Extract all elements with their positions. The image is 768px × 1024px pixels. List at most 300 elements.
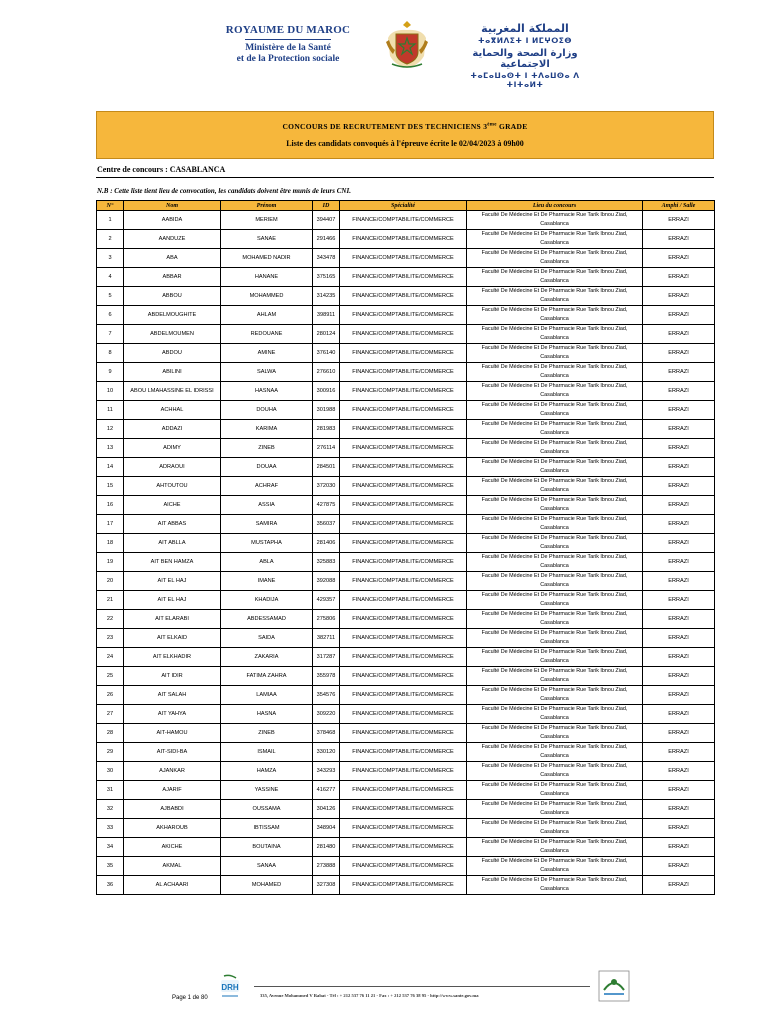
- cell-nom: ABDOU: [124, 344, 221, 363]
- cell-num: 27: [97, 705, 124, 724]
- cell-nom: AICHE: [124, 496, 221, 515]
- cell-lieu: Faculté De Médecine Et De Pharmacie Rue Tarik Ibnou Ziad, Casablanca: [467, 211, 643, 230]
- cell-salle: ERRAZI: [643, 743, 715, 762]
- cell-specialite: FINANCE/COMPTABILITE/COMMERCE: [340, 268, 467, 287]
- cell-specialite: FINANCE/COMPTABILITE/COMMERCE: [340, 781, 467, 800]
- cell-prenom: SANAA: [221, 857, 313, 876]
- cell-nom: ABOU LMAHASSINE EL IDRISSI: [124, 382, 221, 401]
- moroccan-coat-of-arms-icon: [384, 20, 430, 70]
- cell-prenom: ZINEB: [221, 724, 313, 743]
- cell-nom: AIT SALAH: [124, 686, 221, 705]
- cell-prenom: IMANE: [221, 572, 313, 591]
- cell-num: 10: [97, 382, 124, 401]
- cell-num: 36: [97, 876, 124, 895]
- cell-nom: AIT-SIDI-BA: [124, 743, 221, 762]
- cell-salle: ERRAZI: [643, 363, 715, 382]
- cell-lieu: Faculté De Médecine Et De Pharmacie Rue Tarik Ibnou Ziad, Casablanca: [467, 420, 643, 439]
- cell-specialite: FINANCE/COMPTABILITE/COMMERCE: [340, 496, 467, 515]
- notice-text: N.B : Cette liste tient lieu de convocation, les candidats doivent être munis de leurs CNI.: [97, 187, 351, 195]
- table-row: [97, 724, 715, 743]
- cell-lieu: Faculté De Médecine Et De Pharmacie Rue Tarik Ibnou Ziad, Casablanca: [467, 515, 643, 534]
- cell-lieu: Faculté De Médecine Et De Pharmacie Rue Tarik Ibnou Ziad, Casablanca: [467, 439, 643, 458]
- table-row: [97, 534, 715, 553]
- cell-salle: ERRAZI: [643, 648, 715, 667]
- col-header-prenom: Prénom: [221, 201, 313, 211]
- cell-salle: ERRAZI: [643, 591, 715, 610]
- cell-num: 14: [97, 458, 124, 477]
- cell-prenom: AMINE: [221, 344, 313, 363]
- cell-prenom: KHADIJA: [221, 591, 313, 610]
- cell-id: 356037: [313, 515, 340, 534]
- cell-lieu: Faculté De Médecine Et De Pharmacie Rue Tarik Ibnou Ziad, Casablanca: [467, 686, 643, 705]
- cell-specialite: FINANCE/COMPTABILITE/COMMERCE: [340, 648, 467, 667]
- header-french-block: [218, 24, 358, 65]
- banner-title: CONCOURS DE RECRUTEMENT DES TECHNICIENS 3ème GRADE: [282, 122, 528, 131]
- cell-num: 6: [97, 306, 124, 325]
- cell-id: 382711: [313, 629, 340, 648]
- cell-salle: ERRAZI: [643, 800, 715, 819]
- cell-specialite: FINANCE/COMPTABILITE/COMMERCE: [340, 743, 467, 762]
- cell-nom: AJBABDI: [124, 800, 221, 819]
- cell-id: 281480: [313, 838, 340, 857]
- cell-salle: ERRAZI: [643, 515, 715, 534]
- cell-specialite: FINANCE/COMPTABILITE/COMMERCE: [340, 667, 467, 686]
- col-header-specialite: Spécialité: [340, 201, 467, 211]
- exam-banner: [96, 111, 714, 159]
- drh-logo-icon: [218, 974, 242, 1000]
- cell-nom: ABBAR: [124, 268, 221, 287]
- cell-num: 31: [97, 781, 124, 800]
- cell-specialite: FINANCE/COMPTABILITE/COMMERCE: [340, 325, 467, 344]
- cell-nom: AIT ELKAID: [124, 629, 221, 648]
- cell-specialite: FINANCE/COMPTABILITE/COMMERCE: [340, 534, 467, 553]
- cell-specialite: FINANCE/COMPTABILITE/COMMERCE: [340, 401, 467, 420]
- cell-specialite: FINANCE/COMPTABILITE/COMMERCE: [340, 591, 467, 610]
- cell-prenom: MERIEM: [221, 211, 313, 230]
- cell-prenom: HANANE: [221, 268, 313, 287]
- table-row: [97, 363, 715, 382]
- page-header: [0, 18, 768, 89]
- cell-salle: ERRAZI: [643, 306, 715, 325]
- cell-id: 343293: [313, 762, 340, 781]
- table-row: [97, 420, 715, 439]
- cell-prenom: DOUHA: [221, 401, 313, 420]
- cell-lieu: Faculté De Médecine Et De Pharmacie Rue Tarik Ibnou Ziad, Casablanca: [467, 743, 643, 762]
- cell-specialite: FINANCE/COMPTABILITE/COMMERCE: [340, 800, 467, 819]
- col-header-nom: Nom: [124, 201, 221, 211]
- cell-num: 20: [97, 572, 124, 591]
- cell-salle: ERRAZI: [643, 781, 715, 800]
- cell-specialite: FINANCE/COMPTABILITE/COMMERCE: [340, 306, 467, 325]
- cell-id: 300916: [313, 382, 340, 401]
- cell-prenom: SANAE: [221, 230, 313, 249]
- cell-lieu: Faculté De Médecine Et De Pharmacie Rue Tarik Ibnou Ziad, Casablanca: [467, 648, 643, 667]
- cell-id: 276114: [313, 439, 340, 458]
- cell-nom: ACHHAL: [124, 401, 221, 420]
- cell-num: 3: [97, 249, 124, 268]
- cell-salle: ERRAZI: [643, 705, 715, 724]
- cell-nom: AANDUZE: [124, 230, 221, 249]
- table-row: [97, 800, 715, 819]
- cell-num: 17: [97, 515, 124, 534]
- cell-salle: ERRAZI: [643, 762, 715, 781]
- cell-num: 13: [97, 439, 124, 458]
- cell-num: 33: [97, 819, 124, 838]
- cell-nom: AKMAL: [124, 857, 221, 876]
- cell-lieu: Faculté De Médecine Et De Pharmacie Rue Tarik Ibnou Ziad, Casablanca: [467, 762, 643, 781]
- cell-lieu: Faculté De Médecine Et De Pharmacie Rue Tarik Ibnou Ziad, Casablanca: [467, 325, 643, 344]
- cell-nom: ADDAZI: [124, 420, 221, 439]
- header-arabic-block: [455, 22, 595, 89]
- cell-lieu: Faculté De Médecine Et De Pharmacie Rue Tarik Ibnou Ziad, Casablanca: [467, 553, 643, 572]
- table-row: [97, 572, 715, 591]
- cell-salle: ERRAZI: [643, 458, 715, 477]
- cell-salle: ERRAZI: [643, 382, 715, 401]
- cell-prenom: SAIDA: [221, 629, 313, 648]
- cell-salle: ERRAZI: [643, 553, 715, 572]
- table-row: [97, 743, 715, 762]
- cell-id: 281983: [313, 420, 340, 439]
- cell-id: 427875: [313, 496, 340, 515]
- page-number: Page 1 de 80: [172, 995, 208, 1001]
- table-row: [97, 211, 715, 230]
- cell-prenom: AHLAM: [221, 306, 313, 325]
- cell-id: 273888: [313, 857, 340, 876]
- cell-lieu: Faculté De Médecine Et De Pharmacie Rue Tarik Ibnou Ziad, Casablanca: [467, 705, 643, 724]
- cell-lieu: Faculté De Médecine Et De Pharmacie Rue Tarik Ibnou Ziad, Casablanca: [467, 667, 643, 686]
- cell-salle: ERRAZI: [643, 344, 715, 363]
- cell-num: 8: [97, 344, 124, 363]
- cell-prenom: ABDESSAMAD: [221, 610, 313, 629]
- cell-nom: AIT YAHYA: [124, 705, 221, 724]
- cell-salle: ERRAZI: [643, 610, 715, 629]
- table-row: [97, 553, 715, 572]
- cell-lieu: Faculté De Médecine Et De Pharmacie Rue Tarik Ibnou Ziad, Casablanca: [467, 629, 643, 648]
- cell-nom: AIT ABLLA: [124, 534, 221, 553]
- cell-id: 317287: [313, 648, 340, 667]
- cell-specialite: FINANCE/COMPTABILITE/COMMERCE: [340, 477, 467, 496]
- cell-num: 25: [97, 667, 124, 686]
- cell-prenom: YASSINE: [221, 781, 313, 800]
- cell-nom: AKICHE: [124, 838, 221, 857]
- table-row: [97, 306, 715, 325]
- cell-num: 5: [97, 287, 124, 306]
- cell-specialite: FINANCE/COMPTABILITE/COMMERCE: [340, 287, 467, 306]
- exam-centre: Centre de concours : CASABLANCA: [97, 165, 226, 174]
- table-row: [97, 325, 715, 344]
- table-row: [97, 667, 715, 686]
- cell-lieu: Faculté De Médecine Et De Pharmacie Rue Tarik Ibnou Ziad, Casablanca: [467, 401, 643, 420]
- cell-lieu: Faculté De Médecine Et De Pharmacie Rue Tarik Ibnou Ziad, Casablanca: [467, 781, 643, 800]
- cell-lieu: Faculté De Médecine Et De Pharmacie Rue Tarik Ibnou Ziad, Casablanca: [467, 382, 643, 401]
- header-ministry-fr-line1: Ministère de la Santé: [245, 43, 331, 53]
- cell-nom: AIT-HAMOU: [124, 724, 221, 743]
- cell-nom: AIT ABBAS: [124, 515, 221, 534]
- cell-salle: ERRAZI: [643, 477, 715, 496]
- cell-nom: ABA: [124, 249, 221, 268]
- table-row: [97, 876, 715, 895]
- cell-id: 330120: [313, 743, 340, 762]
- table-row: [97, 819, 715, 838]
- cell-salle: ERRAZI: [643, 667, 715, 686]
- cell-num: 29: [97, 743, 124, 762]
- cell-num: 21: [97, 591, 124, 610]
- cell-salle: ERRAZI: [643, 268, 715, 287]
- cell-lieu: Faculté De Médecine Et De Pharmacie Rue Tarik Ibnou Ziad, Casablanca: [467, 268, 643, 287]
- footer-address: 335, Avenue Mohammed V Rabat - Tél : + 212 537 76 11 21 - Fax : + 212 537 76 38 95 - http://www.sante.gov.ma: [260, 993, 479, 998]
- cell-lieu: Faculté De Médecine Et De Pharmacie Rue Tarik Ibnou Ziad, Casablanca: [467, 876, 643, 895]
- cell-nom: ADIMY: [124, 439, 221, 458]
- cell-prenom: KARIMA: [221, 420, 313, 439]
- cell-prenom: IBTISSAM: [221, 819, 313, 838]
- cell-salle: ERRAZI: [643, 686, 715, 705]
- cell-specialite: FINANCE/COMPTABILITE/COMMERCE: [340, 230, 467, 249]
- table-header-row: [97, 201, 715, 211]
- cell-id: 354576: [313, 686, 340, 705]
- table-row: [97, 439, 715, 458]
- cell-salle: ERRAZI: [643, 724, 715, 743]
- col-header-id: ID: [313, 201, 340, 211]
- cell-specialite: FINANCE/COMPTABILITE/COMMERCE: [340, 705, 467, 724]
- cell-nom: AIT EL HAJ: [124, 572, 221, 591]
- cell-num: 26: [97, 686, 124, 705]
- cell-id: 394407: [313, 211, 340, 230]
- cell-nom: AIT ELARABI: [124, 610, 221, 629]
- cell-specialite: FINANCE/COMPTABILITE/COMMERCE: [340, 553, 467, 572]
- table-row: [97, 401, 715, 420]
- cell-prenom: ACHRAF: [221, 477, 313, 496]
- cell-prenom: REDOUANE: [221, 325, 313, 344]
- cell-id: 343478: [313, 249, 340, 268]
- col-header-lieu: Lieu du concours: [467, 201, 643, 211]
- cell-id: 276610: [313, 363, 340, 382]
- cell-specialite: FINANCE/COMPTABILITE/COMMERCE: [340, 363, 467, 382]
- table-row: [97, 249, 715, 268]
- cell-prenom: LAMIAA: [221, 686, 313, 705]
- header-kingdom-fr: ROYAUME DU MAROC: [225, 24, 351, 36]
- cell-prenom: MOHAMED: [221, 876, 313, 895]
- cell-salle: ERRAZI: [643, 230, 715, 249]
- cell-lieu: Faculté De Médecine Et De Pharmacie Rue Tarik Ibnou Ziad, Casablanca: [467, 857, 643, 876]
- cell-nom: AIT ELKHADIR: [124, 648, 221, 667]
- table-row: [97, 382, 715, 401]
- cell-nom: AABIDA: [124, 211, 221, 230]
- table-row: [97, 857, 715, 876]
- cell-lieu: Faculté De Médecine Et De Pharmacie Rue Tarik Ibnou Ziad, Casablanca: [467, 534, 643, 553]
- cell-nom: AJANKAR: [124, 762, 221, 781]
- table-row: [97, 838, 715, 857]
- cell-id: 309220: [313, 705, 340, 724]
- cell-specialite: FINANCE/COMPTABILITE/COMMERCE: [340, 686, 467, 705]
- cell-specialite: FINANCE/COMPTABILITE/COMMERCE: [340, 249, 467, 268]
- cell-lieu: Faculté De Médecine Et De Pharmacie Rue Tarik Ibnou Ziad, Casablanca: [467, 230, 643, 249]
- table-row: [97, 230, 715, 249]
- cell-specialite: FINANCE/COMPTABILITE/COMMERCE: [340, 439, 467, 458]
- cell-lieu: Faculté De Médecine Et De Pharmacie Rue Tarik Ibnou Ziad, Casablanca: [467, 458, 643, 477]
- cell-num: 28: [97, 724, 124, 743]
- table-row: [97, 705, 715, 724]
- cell-prenom: ABLA: [221, 553, 313, 572]
- cell-lieu: Faculté De Médecine Et De Pharmacie Rue Tarik Ibnou Ziad, Casablanca: [467, 819, 643, 838]
- cell-id: 275806: [313, 610, 340, 629]
- cell-salle: ERRAZI: [643, 876, 715, 895]
- cell-specialite: FINANCE/COMPTABILITE/COMMERCE: [340, 382, 467, 401]
- cell-lieu: Faculté De Médecine Et De Pharmacie Rue Tarik Ibnou Ziad, Casablanca: [467, 496, 643, 515]
- cell-num: 15: [97, 477, 124, 496]
- cell-num: 18: [97, 534, 124, 553]
- cell-salle: ERRAZI: [643, 496, 715, 515]
- cell-lieu: Faculté De Médecine Et De Pharmacie Rue Tarik Ibnou Ziad, Casablanca: [467, 724, 643, 743]
- cell-nom: ABBOU: [124, 287, 221, 306]
- table-row: [97, 686, 715, 705]
- cell-lieu: Faculté De Médecine Et De Pharmacie Rue Tarik Ibnou Ziad, Casablanca: [467, 344, 643, 363]
- cell-id: 280124: [313, 325, 340, 344]
- footer-rule: [254, 986, 590, 987]
- table-row: [97, 781, 715, 800]
- cell-num: 9: [97, 363, 124, 382]
- header-rule: [245, 39, 331, 40]
- cell-salle: ERRAZI: [643, 534, 715, 553]
- col-header-salle: Amphi / Salle: [643, 201, 715, 211]
- cell-nom: AL ACHAARI: [124, 876, 221, 895]
- cell-num: 12: [97, 420, 124, 439]
- cell-specialite: FINANCE/COMPTABILITE/COMMERCE: [340, 762, 467, 781]
- banner-subtitle: Liste des candidats convoqués à l'épreuve écrite le 02/04/2023 à 09h00: [286, 139, 524, 148]
- cell-specialite: FINANCE/COMPTABILITE/COMMERCE: [340, 629, 467, 648]
- cell-prenom: ASSIA: [221, 496, 313, 515]
- cell-id: 301988: [313, 401, 340, 420]
- cell-num: 4: [97, 268, 124, 287]
- table-row: [97, 287, 715, 306]
- table-row: [97, 458, 715, 477]
- cell-salle: ERRAZI: [643, 401, 715, 420]
- cell-salle: ERRAZI: [643, 420, 715, 439]
- cell-salle: ERRAZI: [643, 572, 715, 591]
- cell-lieu: Faculté De Médecine Et De Pharmacie Rue Tarik Ibnou Ziad, Casablanca: [467, 249, 643, 268]
- cell-specialite: FINANCE/COMPTABILITE/COMMERCE: [340, 876, 467, 895]
- cell-nom: ABDELMOUMEN: [124, 325, 221, 344]
- cell-prenom: OUSSAMA: [221, 800, 313, 819]
- cell-lieu: Faculté De Médecine Et De Pharmacie Rue Tarik Ibnou Ziad, Casablanca: [467, 306, 643, 325]
- cell-nom: AJARIF: [124, 781, 221, 800]
- cell-num: 24: [97, 648, 124, 667]
- col-header-num: N°: [97, 201, 124, 211]
- cell-specialite: FINANCE/COMPTABILITE/COMMERCE: [340, 857, 467, 876]
- cell-specialite: FINANCE/COMPTABILITE/COMMERCE: [340, 724, 467, 743]
- cell-prenom: HASNA: [221, 705, 313, 724]
- table-row: [97, 610, 715, 629]
- cell-nom: ABDELMOUGHITE: [124, 306, 221, 325]
- cell-salle: ERRAZI: [643, 857, 715, 876]
- cell-prenom: MOHAMMED: [221, 287, 313, 306]
- cell-prenom: ZAKARIA: [221, 648, 313, 667]
- cell-num: 19: [97, 553, 124, 572]
- cell-num: 7: [97, 325, 124, 344]
- cell-id: 281406: [313, 534, 340, 553]
- cell-prenom: BOUTAINA: [221, 838, 313, 857]
- cell-salle: ERRAZI: [643, 287, 715, 306]
- cell-salle: ERRAZI: [643, 838, 715, 857]
- cell-num: 2: [97, 230, 124, 249]
- cell-lieu: Faculté De Médecine Et De Pharmacie Rue Tarik Ibnou Ziad, Casablanca: [467, 838, 643, 857]
- cell-id: 416277: [313, 781, 340, 800]
- header-ministry-ar: وزارة الصحة والحماية الاجتماعية: [472, 48, 578, 70]
- cell-specialite: FINANCE/COMPTABILITE/COMMERCE: [340, 420, 467, 439]
- table-row: [97, 515, 715, 534]
- cell-prenom: ZINEB: [221, 439, 313, 458]
- header-ministry-tifinagh: ⵜⴰⵎⴰⵡⴰⵙⵜ ⵏ ⵜⴷⴰⵡⵙⴰ ⴷ ⵜⵏⵜⴰⵍⵜ: [470, 71, 580, 89]
- cell-id: 398911: [313, 306, 340, 325]
- cell-salle: ERRAZI: [643, 629, 715, 648]
- table-row: [97, 591, 715, 610]
- table-row: [97, 648, 715, 667]
- cell-prenom: MOHAMED NADIR: [221, 249, 313, 268]
- cell-nom: ADRAOUI: [124, 458, 221, 477]
- cell-specialite: FINANCE/COMPTABILITE/COMMERCE: [340, 819, 467, 838]
- cell-id: 314235: [313, 287, 340, 306]
- cell-num: 23: [97, 629, 124, 648]
- cell-salle: ERRAZI: [643, 439, 715, 458]
- cell-num: 22: [97, 610, 124, 629]
- cell-id: 355978: [313, 667, 340, 686]
- cell-num: 34: [97, 838, 124, 857]
- cell-lieu: Faculté De Médecine Et De Pharmacie Rue Tarik Ibnou Ziad, Casablanca: [467, 610, 643, 629]
- cell-id: 291466: [313, 230, 340, 249]
- cell-salle: ERRAZI: [643, 211, 715, 230]
- table-row: [97, 477, 715, 496]
- cell-num: 11: [97, 401, 124, 420]
- drh-logo-text: DRH: [221, 983, 239, 992]
- cell-nom: ABILINI: [124, 363, 221, 382]
- header-ministry-fr-line2: et de la Protection sociale: [236, 54, 340, 64]
- cell-id: 376140: [313, 344, 340, 363]
- cell-lieu: Faculté De Médecine Et De Pharmacie Rue Tarik Ibnou Ziad, Casablanca: [467, 591, 643, 610]
- divider: [96, 177, 714, 178]
- table-row: [97, 629, 715, 648]
- table-row: [97, 344, 715, 363]
- cell-id: 348904: [313, 819, 340, 838]
- cell-id: 372030: [313, 477, 340, 496]
- cell-id: 325883: [313, 553, 340, 572]
- cell-lieu: Faculté De Médecine Et De Pharmacie Rue Tarik Ibnou Ziad, Casablanca: [467, 363, 643, 382]
- cell-num: 16: [97, 496, 124, 515]
- cell-prenom: HAMZA: [221, 762, 313, 781]
- cell-specialite: FINANCE/COMPTABILITE/COMMERCE: [340, 211, 467, 230]
- cell-lieu: Faculté De Médecine Et De Pharmacie Rue Tarik Ibnou Ziad, Casablanca: [467, 287, 643, 306]
- cell-lieu: Faculté De Médecine Et De Pharmacie Rue Tarik Ibnou Ziad, Casablanca: [467, 477, 643, 496]
- cell-specialite: FINANCE/COMPTABILITE/COMMERCE: [340, 610, 467, 629]
- cell-id: 284501: [313, 458, 340, 477]
- cell-num: 1: [97, 211, 124, 230]
- header-kingdom-tifinagh: ⵜⴰⴳⵍⴷⵉⵜ ⵏ ⵍⵎⵖⵔⵉⴱ: [478, 36, 572, 45]
- cell-id: 304126: [313, 800, 340, 819]
- cell-nom: AHTOUTOU: [124, 477, 221, 496]
- table-row: [97, 496, 715, 515]
- cell-num: 32: [97, 800, 124, 819]
- ministry-logo-icon: [598, 970, 630, 1002]
- cell-salle: ERRAZI: [643, 325, 715, 344]
- cell-lieu: Faculté De Médecine Et De Pharmacie Rue Tarik Ibnou Ziad, Casablanca: [467, 800, 643, 819]
- cell-nom: AIT IDIR: [124, 667, 221, 686]
- cell-salle: ERRAZI: [643, 819, 715, 838]
- table-row: [97, 268, 715, 287]
- table-row: [97, 762, 715, 781]
- cell-specialite: FINANCE/COMPTABILITE/COMMERCE: [340, 515, 467, 534]
- cell-specialite: FINANCE/COMPTABILITE/COMMERCE: [340, 344, 467, 363]
- candidates-table: [96, 200, 715, 895]
- cell-id: 392088: [313, 572, 340, 591]
- cell-nom: AIT BEN HAMZA: [124, 553, 221, 572]
